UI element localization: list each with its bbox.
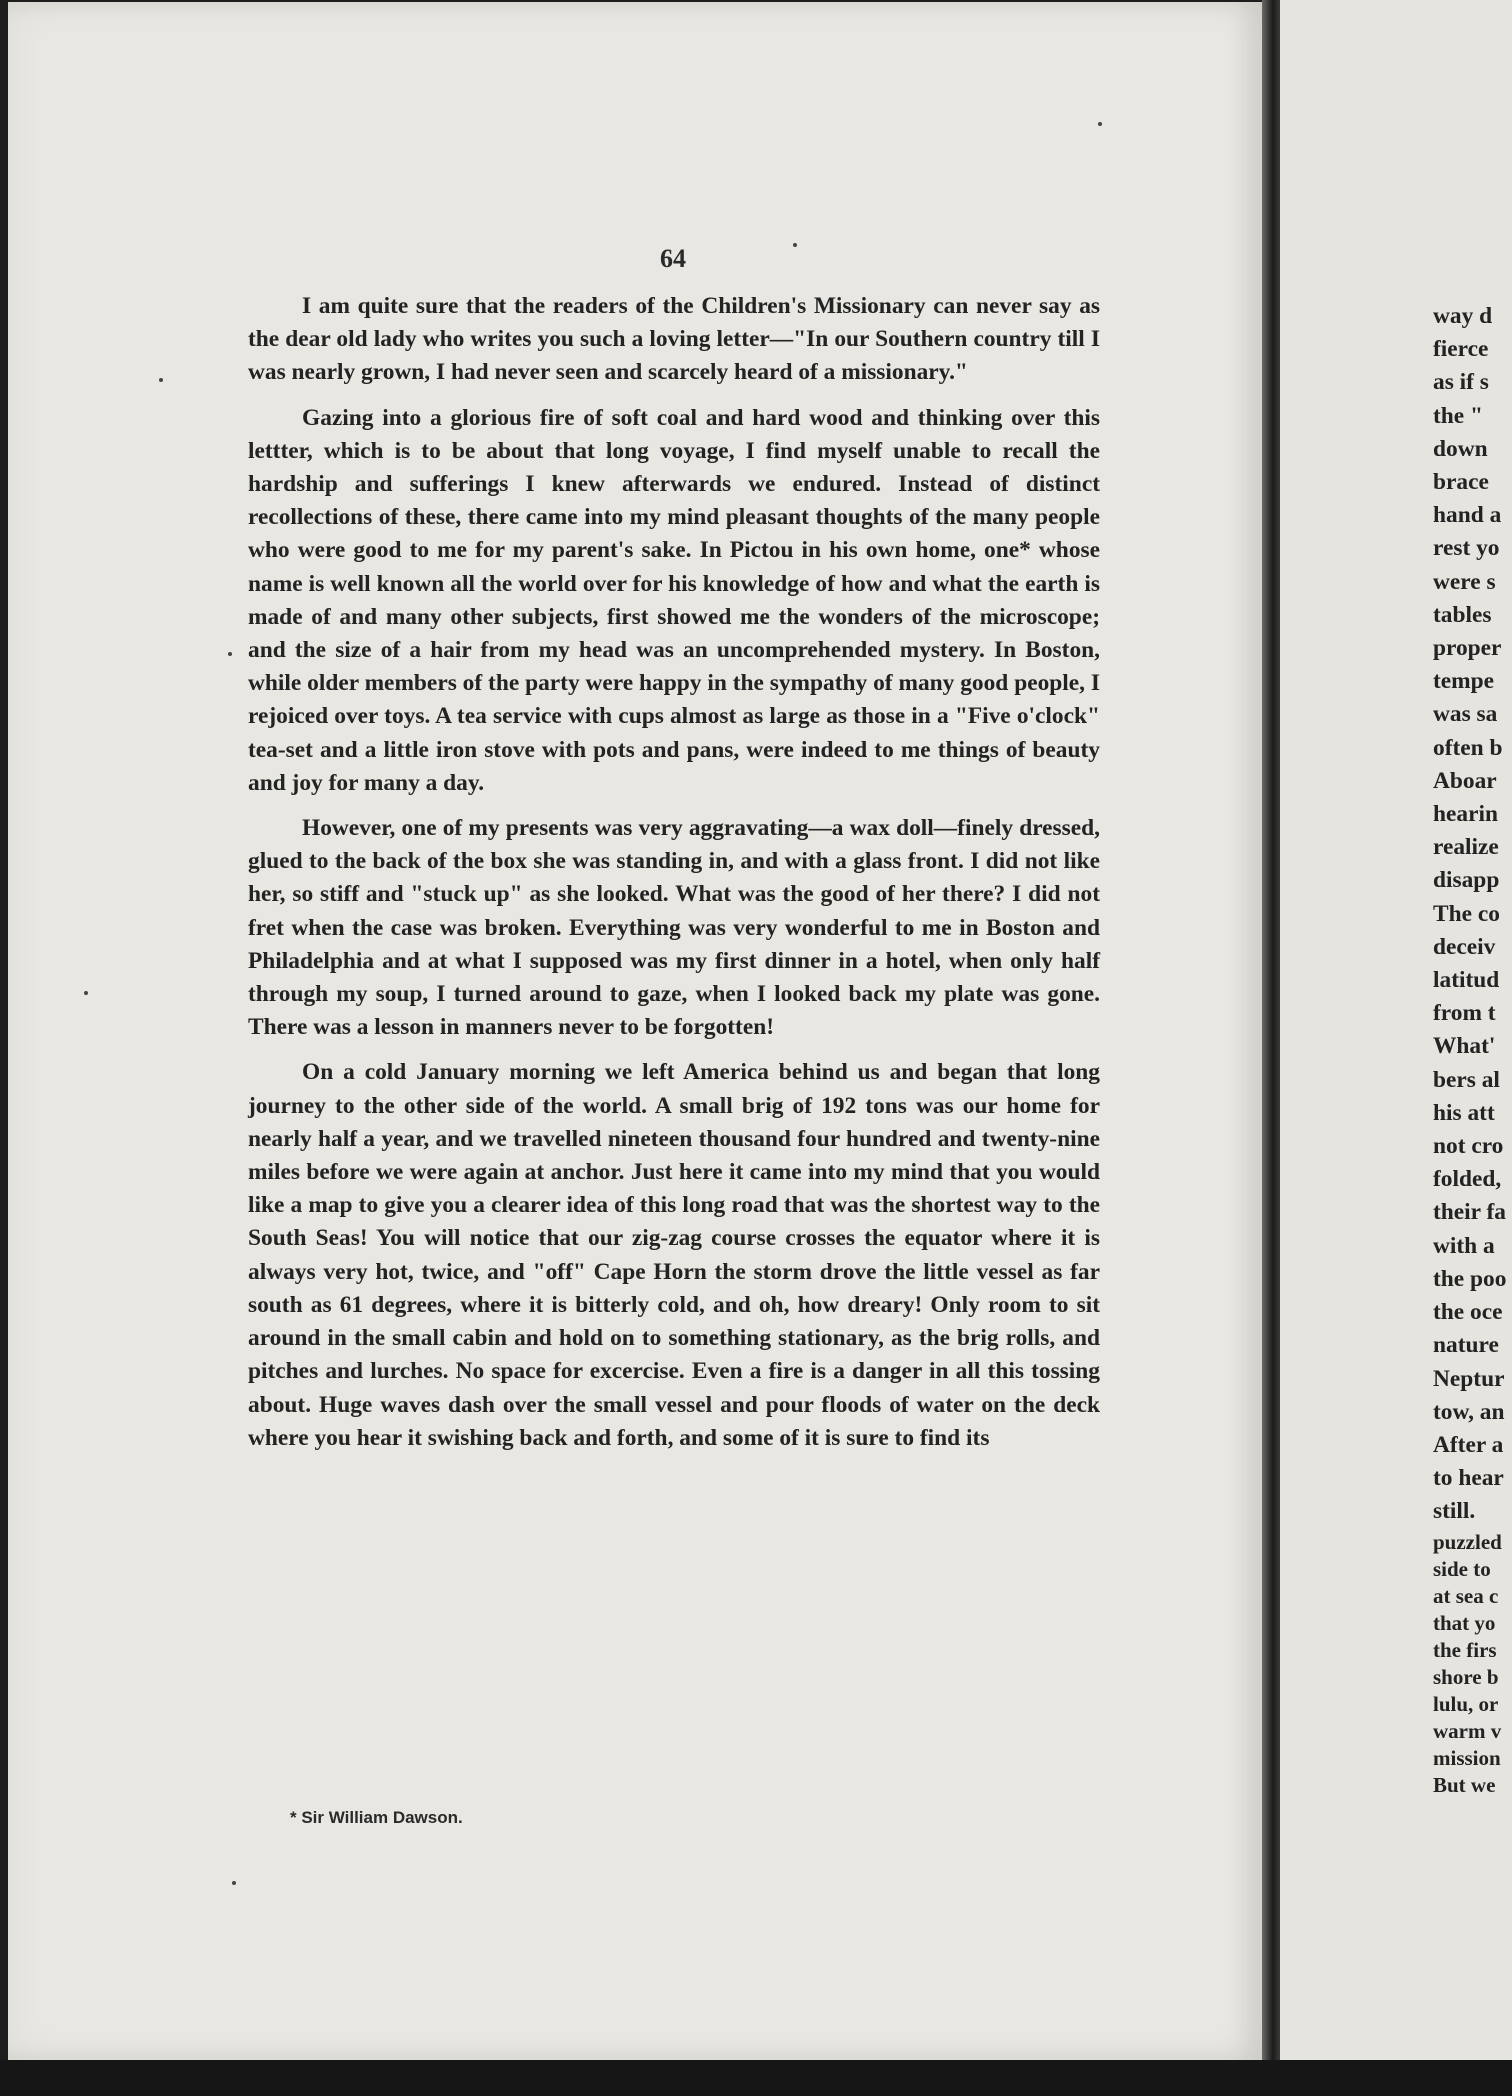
right-page-line: as if s (1433, 369, 1489, 396)
right-page (1280, 0, 1512, 2070)
right-page-line: not cro (1433, 1133, 1504, 1160)
scan-speck (1098, 122, 1102, 126)
right-page-line: tow, an (1433, 1398, 1505, 1425)
paragraph-2: Gazing into a glorious fire of soft coal and hard wood and thinking over this lettter, which is to be about that long voyage, I find myself unable to recall the hardship and sufferings I knew afterwards we endured. Instead of distinct recollections of these, there came into my mind pleasant thoughts of the many people who were good to me for my parent's sake. In Pictou in his own home, one* whose name is well known all the world over for his knowledge of how and what the earth is made of and many other subjects, first showed me the wonders of the microscope; and the size of a hair from my head was an uncomprehended mystery. In Boston, while older members of the party were happy in the sympathy of many good people, I rejoiced over toys. A tea service with cups almost as large as those in a "Five o'clock" tea-set and a little iron stove with pots and pans, were indeed to me things of beauty and joy for many a day. (248, 404, 1100, 796)
right-page-line: side to (1433, 1556, 1491, 1581)
right-page-line: But we (1433, 1772, 1496, 1797)
paragraph-3: However, one of my presents was very aggravating—a wax doll—finely dressed, glued to the back of the box she was standing in, and with a glass front. I did not like her, so stiff and "stuck up" as she looked. What was the good of her there? I did not fret when the case was broken. Everything was very wonderful to me in Boston and Philadelphia and at what I supposed was my first dinner in a hotel, when only half through my soup, I turned around to gaze, when I looked back my plate was gone. There was a lesson in manners never to be forgotten! (248, 815, 1100, 1041)
right-page-line: mission (1433, 1745, 1501, 1770)
right-page-line: Neptur (1433, 1365, 1505, 1392)
right-page-line: the firs (1433, 1637, 1497, 1662)
right-page-line: that yo (1433, 1610, 1496, 1635)
right-page-line: tempe (1433, 668, 1495, 695)
right-page-line: the " (1433, 402, 1484, 429)
right-page-line: hearin (1433, 801, 1498, 828)
right-page-line: tables (1433, 601, 1492, 628)
right-page-line: The co (1433, 900, 1500, 927)
right-page-line: their fa (1433, 1199, 1506, 1226)
right-page-line: What' (1433, 1033, 1496, 1060)
scan-bottom-edge (0, 2060, 1512, 2096)
scan-speck (228, 652, 232, 656)
right-page-line: Aboar (1433, 767, 1497, 794)
right-page-line: disapp (1433, 867, 1500, 894)
book-gutter (1262, 0, 1280, 2096)
paragraph-1: I am quite sure that the readers of the Children's Missionary can never say as the dear old lady who writes you such a loving letter—"In our Southern country till I was nearly grown, I had never seen and scarcely heard of a missionary." (248, 293, 1100, 386)
scan-speck (84, 991, 88, 995)
right-page-line: puzzled (1433, 1529, 1502, 1554)
scan-speck (232, 1881, 236, 1885)
right-page-line: the oce (1433, 1299, 1503, 1326)
right-page-line: bers al (1433, 1066, 1500, 1093)
body-text (248, 290, 1100, 1467)
right-page-line: After a (1433, 1431, 1504, 1458)
right-page-line: often b (1433, 734, 1503, 761)
scan-speck (159, 378, 163, 382)
scan-speck (793, 243, 797, 247)
footnote: * Sir William Dawson. (290, 1808, 463, 1827)
right-page-line: with a (1433, 1232, 1495, 1259)
right-page-line: were s (1433, 568, 1496, 595)
right-page-line: brace (1433, 469, 1489, 496)
right-page-line: latitud (1433, 967, 1500, 994)
right-page-line: deceiv (1433, 933, 1496, 960)
right-page-line: still. (1433, 1498, 1476, 1525)
right-page-line: nature (1433, 1332, 1499, 1359)
right-page-line: the poo (1433, 1265, 1507, 1292)
right-page-line: was sa (1433, 701, 1498, 728)
right-page-line: to hear (1433, 1465, 1504, 1492)
right-page-line: lulu, or (1433, 1691, 1499, 1716)
right-page-line: down (1433, 435, 1488, 462)
right-page-line: rest yo (1433, 535, 1500, 562)
right-page-line: way d (1433, 303, 1493, 329)
right-page-text (1433, 300, 1512, 1799)
right-page-line: realize (1433, 834, 1499, 861)
right-page-line: folded, (1433, 1166, 1502, 1193)
page-number: 64 (660, 244, 686, 273)
right-page-line: hand a (1433, 502, 1502, 529)
right-page-line: at sea c (1433, 1583, 1499, 1608)
right-page-line: fierce (1433, 336, 1489, 363)
right-page-line: warm v (1433, 1718, 1502, 1743)
paragraph-4: On a cold January morning we left America behind us and began that long journey to the other side of the world. A small brig of 192 tons was our home for nearly half a year, and we travelled nineteen thousand four hundred and twenty-nine miles before we were again at anchor. Just here it came into my mind that you would like a map to give you a clearer idea of this long road that was the shortest way to the South Seas! You will notice that our zig-zag course crosses the equator where it is always very hot, twice, and "off" Cape Horn the storm drove the little vessel as far south as 61 degrees, where it is bitterly cold, and oh, how dreary! Only room to sit around in the small cabin and hold on to something stationary, as the brig rolls, and pitches and lurches. No space for excercise. Even a fire is a danger in all this tossing about. Huge waves dash over the small vessel and pour floods of water on the deck where you hear it swishing back and forth, and some of it is sure to find its (248, 1059, 1100, 1451)
right-page-line: from t (1433, 1000, 1496, 1027)
right-page-line: proper (1433, 635, 1502, 662)
right-page-line: shore b (1433, 1664, 1499, 1689)
right-page-line: his att (1433, 1099, 1495, 1126)
